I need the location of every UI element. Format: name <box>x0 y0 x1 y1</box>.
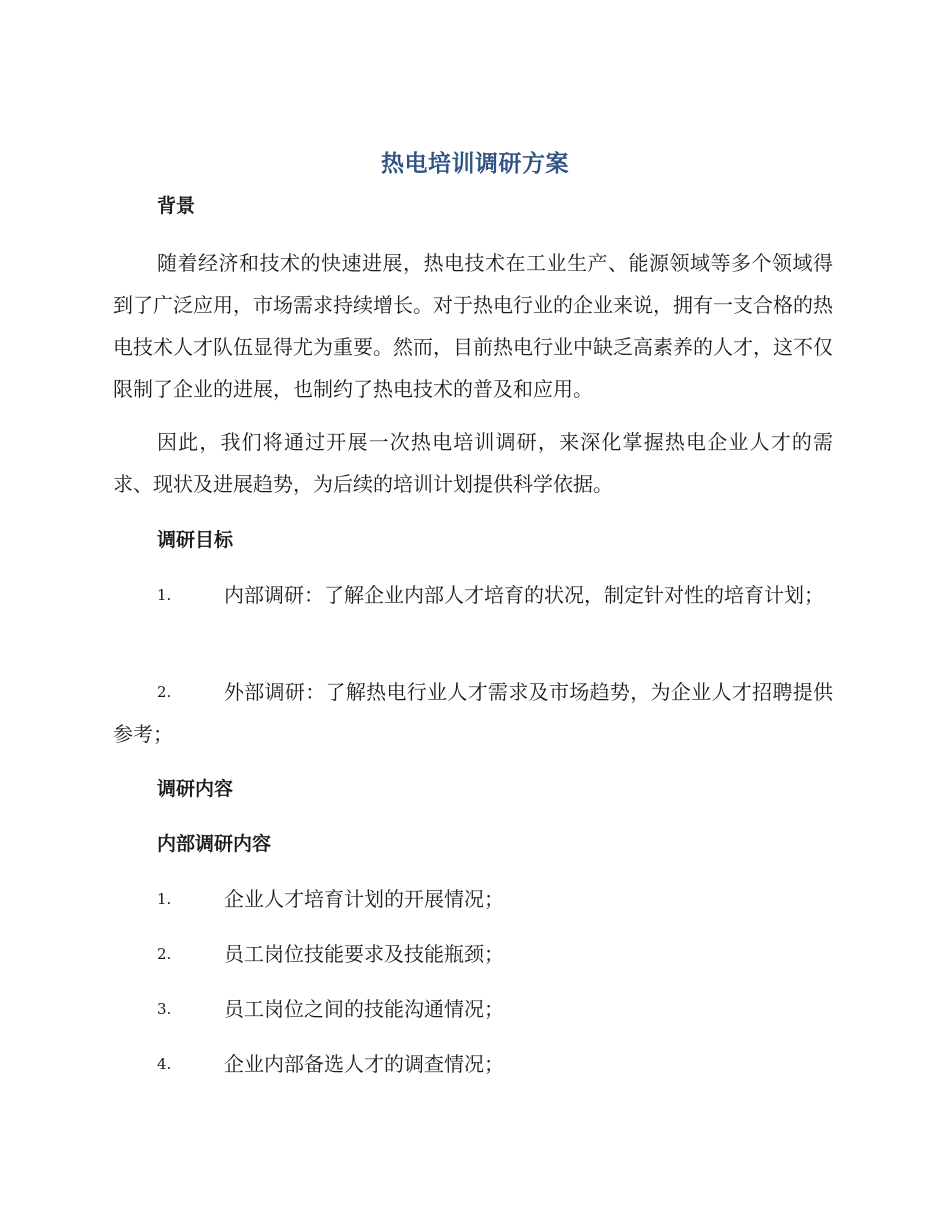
background-paragraph-2: 因此，我们将通过开展一次热电培训调研，来深化掌握热电企业人才的需求、现状及进展趋势，为后续的培训计划提供科学依据。 <box>113 430 833 496</box>
background-paragraph-1: 随着经济和技术的快速进展，热电技术在工业生产、能源领域等多个领域得到了广泛应用，市场需求持续增长。对于热电行业的企业来说，拥有一支合格的热电技术人才队伍显得尤为重要。然而，目前热电行业中缺乏高素养的人才，这不仅限制了企业的进展，也制约了热电技术的普及和应用。 <box>113 251 833 401</box>
list-text: 外部调研：了解热电行业人才需求及市场趋势，为企业人才招聘提供参考； <box>113 680 833 746</box>
list-number: 2. <box>157 683 172 701</box>
list-text: 员工岗位之间的技能沟通情况； <box>224 997 504 1021</box>
list-number: 3. <box>157 1000 172 1018</box>
list-text: 员工岗位技能要求及技能瓶颈； <box>224 942 504 966</box>
internal-item <box>113 1043 833 1085</box>
list-number: 1. <box>157 890 172 908</box>
section-heading-background: 背景 <box>157 195 196 217</box>
list-number: 1. <box>157 586 172 604</box>
goal-item <box>113 574 833 616</box>
list-text: 企业内部备选人才的调查情况； <box>224 1052 504 1076</box>
internal-item <box>113 933 833 975</box>
section-heading-goals: 调研目标 <box>157 529 234 551</box>
list-number: 4. <box>157 1055 172 1073</box>
document-title: 热电培训调研方案 <box>381 151 569 177</box>
list-text: 企业人才培育计划的开展情况； <box>224 887 504 911</box>
internal-item <box>113 988 833 1030</box>
list-number: 2. <box>157 945 172 963</box>
goal-item <box>113 671 833 755</box>
internal-item <box>113 878 833 920</box>
list-text: 内部调研：了解企业内部人才培育的状况，制定针对性的培育计划； <box>224 583 824 607</box>
subsection-heading-internal: 内部调研内容 <box>157 833 272 855</box>
section-heading-content: 调研内容 <box>157 778 234 800</box>
